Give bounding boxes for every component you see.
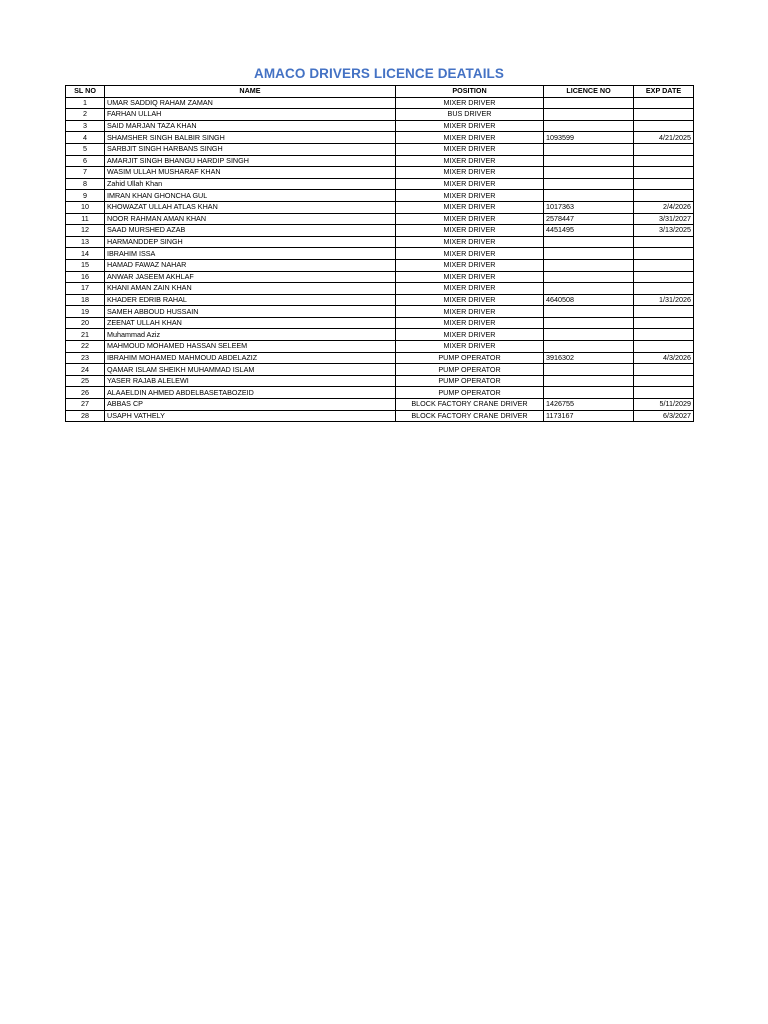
document-title: AMACO DRIVERS LICENCE DEATAILS — [253, 66, 504, 81]
cell-exp-date — [634, 120, 694, 132]
cell-name: KHADER EDRIB RAHAL — [105, 294, 396, 306]
cell-name: ANWAR JASEEM AKHLAF — [105, 271, 396, 283]
cell-exp-date — [634, 155, 694, 167]
cell-sl-no: 21 — [66, 329, 105, 341]
table-row — [66, 306, 694, 318]
cell-exp-date — [634, 167, 694, 179]
table-row — [66, 190, 694, 202]
cell-exp-date — [634, 178, 694, 190]
cell-position: MIXER DRIVER — [396, 190, 544, 202]
cell-name: ABBAS CP — [105, 399, 396, 411]
cell-exp-date — [634, 143, 694, 155]
cell-licence-no — [544, 271, 634, 283]
cell-position: MIXER DRIVER — [396, 201, 544, 213]
cell-position: MIXER DRIVER — [396, 225, 544, 237]
cell-sl-no: 11 — [66, 213, 105, 225]
cell-sl-no: 5 — [66, 143, 105, 155]
cell-licence-no: 4451495 — [544, 225, 634, 237]
cell-sl-no: 9 — [66, 190, 105, 202]
table-row — [66, 283, 694, 295]
cell-sl-no: 27 — [66, 399, 105, 411]
table-row — [66, 364, 694, 376]
cell-name: SAAD MURSHED AZAB — [105, 225, 396, 237]
header-licence-no: LICENCE NO — [544, 86, 634, 98]
cell-name: SAID MARJAN TAZA KHAN — [105, 120, 396, 132]
cell-name: Muhammad Aziz — [105, 329, 396, 341]
cell-name: SARBJIT SINGH HARBANS SINGH — [105, 143, 396, 155]
cell-licence-no — [544, 341, 634, 353]
table-row — [66, 375, 694, 387]
cell-sl-no: 3 — [66, 120, 105, 132]
cell-licence-no — [544, 306, 634, 318]
cell-sl-no: 6 — [66, 155, 105, 167]
table-row — [66, 352, 694, 364]
cell-licence-no — [544, 155, 634, 167]
cell-position: MIXER DRIVER — [396, 155, 544, 167]
cell-licence-no — [544, 178, 634, 190]
cell-sl-no: 19 — [66, 306, 105, 318]
table-row — [66, 329, 694, 341]
cell-licence-no: 3916302 — [544, 352, 634, 364]
cell-licence-no — [544, 143, 634, 155]
cell-licence-no — [544, 364, 634, 376]
cell-name: UMAR SADDIQ RAHAM ZAMAN — [105, 97, 396, 109]
cell-licence-no — [544, 259, 634, 271]
cell-name: AMARJIT SINGH BHANGU HARDIP SINGH — [105, 155, 396, 167]
cell-exp-date — [634, 271, 694, 283]
cell-exp-date — [634, 341, 694, 353]
cell-position: MIXER DRIVER — [396, 341, 544, 353]
cell-exp-date — [634, 109, 694, 121]
cell-position: BUS DRIVER — [396, 109, 544, 121]
cell-position: MIXER DRIVER — [396, 283, 544, 295]
table-row — [66, 341, 694, 353]
header-name: NAME — [105, 86, 396, 98]
table-row — [66, 213, 694, 225]
cell-sl-no: 26 — [66, 387, 105, 399]
cell-position: MIXER DRIVER — [396, 294, 544, 306]
cell-sl-no: 22 — [66, 341, 105, 353]
table-row — [66, 236, 694, 248]
cell-sl-no: 7 — [66, 167, 105, 179]
cell-licence-no: 4640508 — [544, 294, 634, 306]
cell-licence-no — [544, 283, 634, 295]
cell-licence-no — [544, 97, 634, 109]
cell-name: ALAAELDIN AHMED ABDELBASETABOZEID — [105, 387, 396, 399]
cell-position: MIXER DRIVER — [396, 213, 544, 225]
cell-licence-no — [544, 167, 634, 179]
table-row — [66, 317, 694, 329]
cell-sl-no: 25 — [66, 375, 105, 387]
cell-name: Zahid Ullah Khan — [105, 178, 396, 190]
cell-sl-no: 8 — [66, 178, 105, 190]
cell-name: WASIM ULLAH MUSHARAF KHAN — [105, 167, 396, 179]
cell-licence-no — [544, 120, 634, 132]
cell-sl-no: 16 — [66, 271, 105, 283]
cell-licence-no — [544, 317, 634, 329]
cell-position: MIXER DRIVER — [396, 306, 544, 318]
cell-exp-date — [634, 329, 694, 341]
table-row — [66, 294, 694, 306]
cell-name: HARMANDDEP SINGH — [105, 236, 396, 248]
cell-position: MIXER DRIVER — [396, 248, 544, 260]
cell-name: IBRAHIM ISSA — [105, 248, 396, 260]
cell-exp-date: 5/11/2029 — [634, 399, 694, 411]
table-row — [66, 155, 694, 167]
cell-sl-no: 1 — [66, 97, 105, 109]
cell-name: FARHAN ULLAH — [105, 109, 396, 121]
table-row — [66, 109, 694, 121]
cell-position: PUMP OPERATOR — [396, 352, 544, 364]
table-row — [66, 167, 694, 179]
cell-sl-no: 20 — [66, 317, 105, 329]
cell-position: PUMP OPERATOR — [396, 375, 544, 387]
cell-position: MIXER DRIVER — [396, 178, 544, 190]
table-row — [66, 201, 694, 213]
cell-exp-date — [634, 248, 694, 260]
cell-exp-date — [634, 306, 694, 318]
cell-position: MIXER DRIVER — [396, 329, 544, 341]
table-row — [66, 410, 694, 422]
cell-position: BLOCK FACTORY CRANE DRIVER — [396, 399, 544, 411]
cell-exp-date: 4/3/2026 — [634, 352, 694, 364]
cell-name: IMRAN KHAN GHONCHA GUL — [105, 190, 396, 202]
cell-name: SHAMSHER SINGH BALBIR SINGH — [105, 132, 396, 144]
table-header-row — [66, 86, 694, 98]
cell-sl-no: 12 — [66, 225, 105, 237]
cell-sl-no: 23 — [66, 352, 105, 364]
cell-position: MIXER DRIVER — [396, 167, 544, 179]
cell-exp-date — [634, 317, 694, 329]
table-row — [66, 225, 694, 237]
cell-sl-no: 15 — [66, 259, 105, 271]
cell-name: IBRAHIM MOHAMED MAHMOUD ABDELAZIZ — [105, 352, 396, 364]
cell-position: MIXER DRIVER — [396, 259, 544, 271]
cell-licence-no — [544, 190, 634, 202]
cell-name: YASER RAJAB ALELEWI — [105, 375, 396, 387]
cell-sl-no: 14 — [66, 248, 105, 260]
cell-position: MIXER DRIVER — [396, 271, 544, 283]
cell-exp-date: 3/13/2025 — [634, 225, 694, 237]
cell-exp-date — [634, 387, 694, 399]
cell-licence-no — [544, 236, 634, 248]
cell-name: SAMEH ABBOUD HUSSAIN — [105, 306, 396, 318]
cell-exp-date: 3/31/2027 — [634, 213, 694, 225]
cell-exp-date: 2/4/2026 — [634, 201, 694, 213]
cell-name: USAPH VATHELY — [105, 410, 396, 422]
cell-exp-date — [634, 97, 694, 109]
cell-exp-date — [634, 375, 694, 387]
cell-position: MIXER DRIVER — [396, 236, 544, 248]
cell-name: QAMAR ISLAM SHEIKH MUHAMMAD ISLAM — [105, 364, 396, 376]
cell-exp-date: 4/21/2025 — [634, 132, 694, 144]
table-row — [66, 178, 694, 190]
cell-name: NOOR RAHMAN AMAN KHAN — [105, 213, 396, 225]
cell-exp-date: 1/31/2026 — [634, 294, 694, 306]
cell-position: MIXER DRIVER — [396, 143, 544, 155]
table-row — [66, 271, 694, 283]
cell-position: MIXER DRIVER — [396, 317, 544, 329]
table-row — [66, 143, 694, 155]
cell-licence-no — [544, 329, 634, 341]
cell-licence-no: 2578447 — [544, 213, 634, 225]
cell-licence-no — [544, 109, 634, 121]
cell-exp-date — [634, 190, 694, 202]
cell-exp-date — [634, 236, 694, 248]
table-row — [66, 259, 694, 271]
cell-position: MIXER DRIVER — [396, 120, 544, 132]
header-exp-date: EXP DATE — [634, 86, 694, 98]
cell-exp-date — [634, 283, 694, 295]
cell-licence-no: 1017363 — [544, 201, 634, 213]
header-position: POSITION — [396, 86, 544, 98]
cell-exp-date: 6/3/2027 — [634, 410, 694, 422]
table-row — [66, 120, 694, 132]
cell-name: KHANI AMAN ZAIN KHAN — [105, 283, 396, 295]
cell-licence-no: 1093599 — [544, 132, 634, 144]
table-row — [66, 399, 694, 411]
table-row — [66, 97, 694, 109]
cell-sl-no: 17 — [66, 283, 105, 295]
cell-sl-no: 10 — [66, 201, 105, 213]
cell-sl-no: 4 — [66, 132, 105, 144]
cell-licence-no — [544, 387, 634, 399]
cell-sl-no: 24 — [66, 364, 105, 376]
header-sl-no: SL NO — [66, 86, 105, 98]
cell-licence-no: 1173167 — [544, 410, 634, 422]
cell-sl-no: 18 — [66, 294, 105, 306]
cell-name: ZEENAT ULLAH KHAN — [105, 317, 396, 329]
cell-name: KHOWAZAT ULLAH ATLAS KHAN — [105, 201, 396, 213]
table-body — [66, 97, 694, 422]
cell-position: MIXER DRIVER — [396, 97, 544, 109]
cell-position: BLOCK FACTORY CRANE DRIVER — [396, 410, 544, 422]
cell-exp-date — [634, 364, 694, 376]
table-row — [66, 387, 694, 399]
cell-exp-date — [634, 259, 694, 271]
cell-sl-no: 2 — [66, 109, 105, 121]
cell-position: PUMP OPERATOR — [396, 387, 544, 399]
table-row — [66, 248, 694, 260]
drivers-licence-table — [65, 85, 694, 422]
cell-sl-no: 28 — [66, 410, 105, 422]
cell-licence-no: 1426755 — [544, 399, 634, 411]
table-row — [66, 132, 694, 144]
cell-licence-no — [544, 375, 634, 387]
cell-name: HAMAD FAWAZ NAHAR — [105, 259, 396, 271]
cell-position: MIXER DRIVER — [396, 132, 544, 144]
cell-sl-no: 13 — [66, 236, 105, 248]
cell-name: MAHMOUD MOHAMED HASSAN SELEEM — [105, 341, 396, 353]
cell-licence-no — [544, 248, 634, 260]
cell-position: PUMP OPERATOR — [396, 364, 544, 376]
